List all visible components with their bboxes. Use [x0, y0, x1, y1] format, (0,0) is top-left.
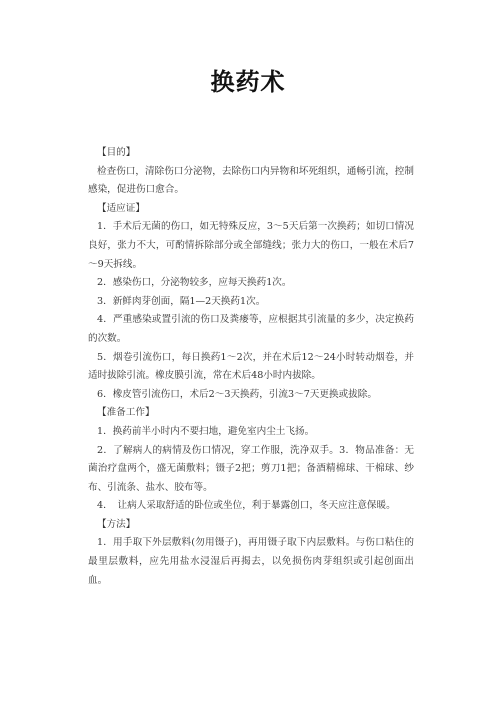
paragraph: 2．感染伤口，分泌物较多，应每天换药1次。 [97, 277, 292, 289]
page-title: 换药术 [210, 68, 286, 96]
paragraph: 1．用手取下外层敷料(勿用镊子)，再用镊子取下内层敷料。与伤口粘住的最里层敷料，应先用盐水浸湿后再揭去，以免损伤肉芽组织或引起创面出血。 [88, 537, 414, 586]
paragraph: 检查伤口，清除伤口分泌物，去除伤口内异物和坏死组织，通畅引流，控制感染，促进伤口愈合。 [88, 165, 414, 196]
paragraph: 6．橡皮管引流伤口，术后2～3天换药，引流3～7天更换或拔除。 [97, 388, 377, 400]
section-heading-purpose: 【目的】 [97, 147, 136, 158]
paragraph: 2．了解病人的病情及伤口情况，穿工作服，洗净双手。3．物品准备：无菌治疗盘两个，盛无菌敷料；镊子2把；剪刀1把；备酒精棉球、干棉球、纱布、引流条、盐水、胶布等。 [88, 444, 414, 493]
paragraph: 1．换药前半小时内不要扫地，避免室内尘土飞扬。 [97, 425, 315, 437]
section-heading-method: 【方法】 [97, 518, 136, 530]
paragraph: 3．新鲜肉芽创面，隔1—2天换药1次。 [97, 295, 266, 307]
paragraph: 5．烟卷引流伤口，每日换药1～2次，并在术后12～24小时转动烟卷，并适时拔除引流。橡皮膜引流，常在术后48小时内拔除。 [88, 351, 414, 382]
paragraph: 4．严重感染或置引流的伤口及粪瘘等，应根据其引流量的多少，决定换药的次数。 [88, 314, 414, 344]
section-heading-preparation: 【准备工作】 [97, 407, 155, 419]
section-heading-indications: 【适应证】 [97, 202, 145, 214]
paragraph: 1．手术后无菌的伤口，如无特殊反应，3～5天后第一次换药；如切口情况良好，张力不大，可酌情拆除部分或全部缝线；张力大的伤口，一般在术后7～9天拆线。 [88, 221, 414, 270]
paragraph: 4． 让病人采取舒适的卧位或坐位，利于暴露创口，冬天应注意保暖。 [97, 500, 396, 512]
document-body [88, 144, 414, 590]
